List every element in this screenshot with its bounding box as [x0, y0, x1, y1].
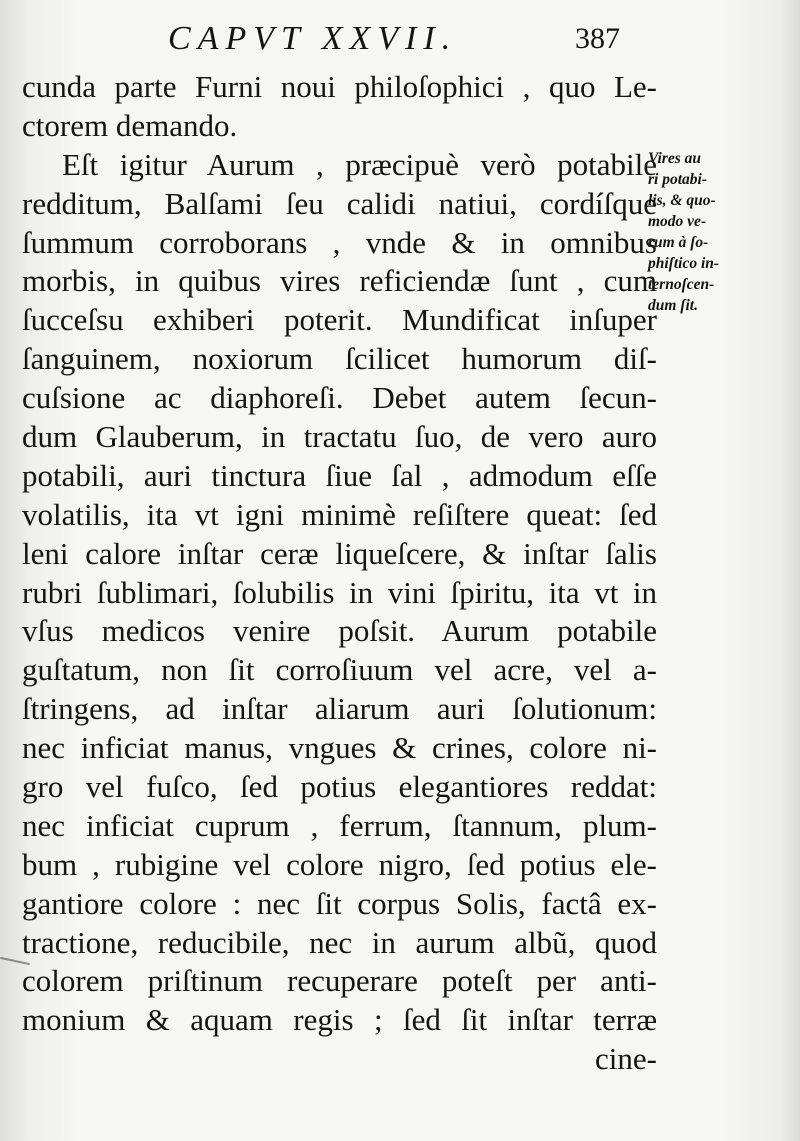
- text-line: ſummum corroborans , vnde & in omnibus: [22, 224, 657, 260]
- text-line: dum Glauberum, in tractatu ſuo, de vero auro: [22, 419, 657, 455]
- marginal-note-line: rum à ſo-: [648, 234, 709, 251]
- marginal-note-line: Vires au: [648, 150, 701, 167]
- text-line: guſtatum, non ſit corroſiuum vel acre, vel a-: [22, 652, 657, 688]
- text-line: rubri ſublimari, ſolubilis in vini ſpiritu, ita vt in: [22, 574, 657, 610]
- text-line: volatilis, ita vt igni minimè reſiſtere queat: ſed: [22, 496, 657, 532]
- marginal-note-line: dum ſit.: [648, 297, 698, 314]
- marginal-note-line: lis, & quo-: [648, 192, 716, 209]
- text-line: ſucceſsu exhiberi poterit. Mundificat inſuper: [22, 302, 657, 338]
- text-line: morbis, in quibus vires reficiendæ ſunt , cum: [22, 263, 657, 299]
- text-line: bum , rubigine vel colore nigro, ſed potius ele-: [22, 846, 657, 882]
- page-header: [0, 20, 800, 60]
- text-line: potabili, auri tinctura ſiue ſal , admodum eſſe: [22, 457, 657, 493]
- marginal-note-line: ri potabi-: [648, 171, 707, 188]
- text-line: nec inficiat cuprum , ferrum, ſtannum, plum-: [22, 807, 657, 843]
- text-line: nec inficiat manus, vngues & crines, colore ni-: [22, 730, 657, 766]
- marginal-note-line: modo ve-: [648, 213, 707, 230]
- marginal-note-line: ternoſcen-: [648, 276, 715, 293]
- text-line: leni calore inſtar ceræ liqueſcere, & inſtar ſalis: [22, 535, 657, 571]
- text-line: colorem priſtinum recuperare poteſt per anti-: [22, 963, 657, 999]
- text-line: ſtringens, ad inſtar aliarum auri ſolutionum:: [22, 691, 657, 727]
- paragraph-start-line: Eſt igitur Aurum , præcipuè verò potabile: [62, 146, 657, 182]
- text-line: gantiore colore : nec ſit corpus Solis, factâ ex-: [22, 885, 657, 921]
- text-line: gro vel fuſco, ſed potius elegantiores reddat:: [22, 769, 657, 805]
- text-line: cunda parte Furni noui philoſophici , quo Le-: [22, 69, 657, 104]
- text-line: monium & aquam regis ; ſed ſit inſtar terræ: [22, 1002, 657, 1038]
- page-number: 387: [575, 22, 620, 55]
- text-line: ſanguinem, noxiorum ſcilicet humorum diſ-: [22, 341, 657, 377]
- text-line: cuſsione ac diaphoreſi. Debet autem ſecun-: [22, 380, 657, 416]
- main-text-block: [22, 68, 657, 1079]
- text-line: ctorem demando.: [22, 107, 238, 143]
- marginal-note-line: phiſtico in-: [648, 255, 720, 272]
- text-line: redditum, Balſami ſeu calidi natiui, cordíſque: [22, 185, 657, 221]
- running-title: CAPVT XXVII.: [168, 20, 458, 57]
- marginal-note: [648, 148, 798, 316]
- catchword: cine-: [595, 1041, 657, 1077]
- text-line: vſus medicos venire poſsit. Aurum potabile: [22, 613, 657, 649]
- text-line: tractione, reducibile, nec in aurum albũ, quod: [22, 924, 657, 960]
